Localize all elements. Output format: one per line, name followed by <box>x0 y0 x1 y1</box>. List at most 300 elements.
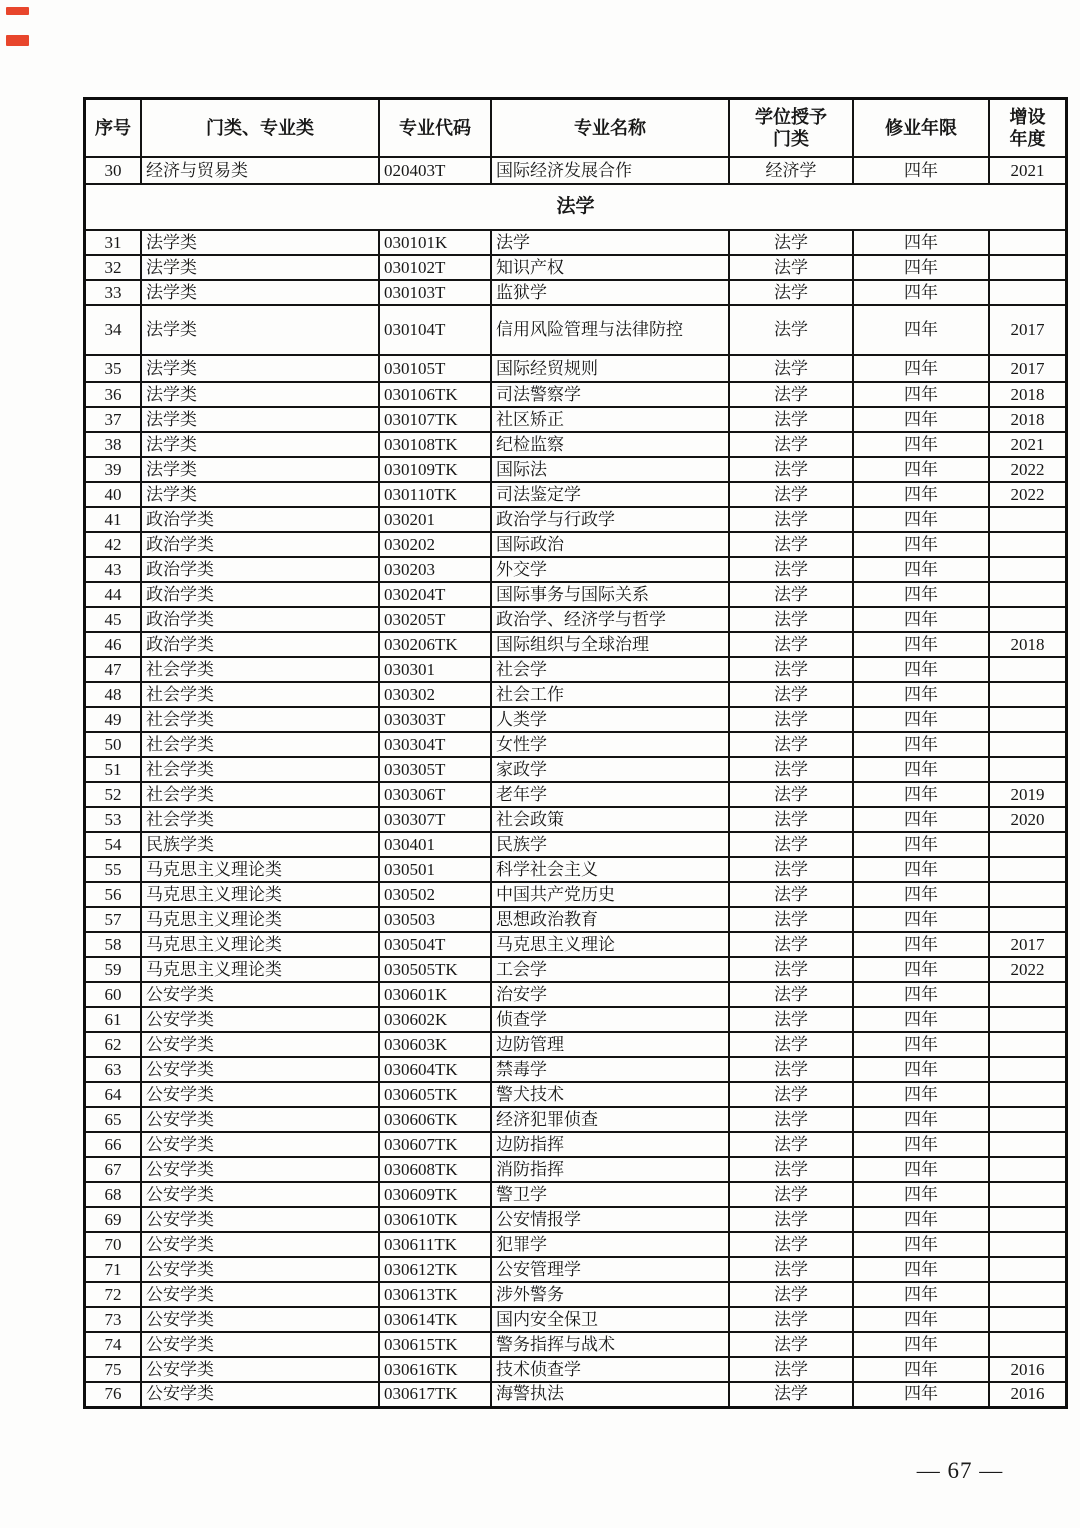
table-cell: 公安学类 <box>141 1032 379 1057</box>
table-row <box>85 1157 1067 1182</box>
section-title: 法学 <box>85 184 1067 230</box>
table-cell: 31 <box>85 230 142 255</box>
table-cell: 四年 <box>853 957 989 982</box>
table-cell: 030101K <box>379 230 491 255</box>
table-cell <box>989 1007 1067 1032</box>
table-cell: 公安学类 <box>141 1082 379 1107</box>
table-cell: 人类学 <box>491 707 729 732</box>
table-cell: 警卫学 <box>491 1182 729 1207</box>
table-cell: 四年 <box>853 682 989 707</box>
table-cell: 公安学类 <box>141 1257 379 1282</box>
table-cell: 四年 <box>853 932 989 957</box>
table-cell: 公安学类 <box>141 1057 379 1082</box>
table-cell: 经济与贸易类 <box>141 157 379 184</box>
table-cell <box>989 1332 1067 1357</box>
table-cell: 030301 <box>379 657 491 682</box>
table-cell: 海警执法 <box>491 1382 729 1407</box>
section-header-row <box>85 184 1067 230</box>
table-cell <box>989 832 1067 857</box>
table-cell: 政治学类 <box>141 557 379 582</box>
table-cell: 法学类 <box>141 355 379 382</box>
table-cell: 030605TK <box>379 1082 491 1107</box>
table-cell <box>989 907 1067 932</box>
table-cell: 国内安全保卫 <box>491 1307 729 1332</box>
table-cell: 法学 <box>729 532 853 557</box>
table-cell: 国际组织与全球治理 <box>491 632 729 657</box>
table-row <box>85 1382 1067 1407</box>
table-cell: 33 <box>85 280 142 305</box>
table-row <box>85 882 1067 907</box>
majors-table <box>83 97 1068 1409</box>
table-cell: 法学类 <box>141 305 379 355</box>
table-cell: 四年 <box>853 255 989 280</box>
table-cell: 法学 <box>491 230 729 255</box>
table-cell: 治安学 <box>491 982 729 1007</box>
table-cell: 45 <box>85 607 142 632</box>
table-row <box>85 682 1067 707</box>
table-cell: 50 <box>85 732 142 757</box>
table-cell: 公安学类 <box>141 1382 379 1407</box>
table-cell: 公安学类 <box>141 982 379 1007</box>
table-cell: 2016 <box>989 1357 1067 1382</box>
table-cell: 58 <box>85 932 142 957</box>
table-cell: 知识产权 <box>491 255 729 280</box>
table-cell: 74 <box>85 1332 142 1357</box>
table-cell: 法学 <box>729 1232 853 1257</box>
table-cell: 030617TK <box>379 1382 491 1407</box>
table-cell: 法学 <box>729 1107 853 1132</box>
table-row <box>85 907 1067 932</box>
table-cell: 民族学类 <box>141 832 379 857</box>
table-cell <box>989 607 1067 632</box>
table-cell: 四年 <box>853 657 989 682</box>
table-cell: 56 <box>85 882 142 907</box>
table-cell: 法学 <box>729 305 853 355</box>
table-row <box>85 807 1067 832</box>
table-cell: 四年 <box>853 230 989 255</box>
table-cell: 法学 <box>729 355 853 382</box>
table-cell: 2022 <box>989 457 1067 482</box>
table-row <box>85 407 1067 432</box>
table-cell: 四年 <box>853 1057 989 1082</box>
table-cell: 公安学类 <box>141 1107 379 1132</box>
table-cell: 政治学类 <box>141 507 379 532</box>
table-row <box>85 1332 1067 1357</box>
table-cell: 政治学与行政学 <box>491 507 729 532</box>
table-cell: 公安学类 <box>141 1357 379 1382</box>
table-cell: 法学 <box>729 857 853 882</box>
table-cell: 警犬技术 <box>491 1082 729 1107</box>
table-row <box>85 782 1067 807</box>
table-row <box>85 482 1067 507</box>
table-row <box>85 1182 1067 1207</box>
table-row <box>85 457 1067 482</box>
table-cell: 030611TK <box>379 1232 491 1257</box>
table-cell: 030602K <box>379 1007 491 1032</box>
table-cell: 34 <box>85 305 142 355</box>
table-cell: 四年 <box>853 1032 989 1057</box>
table-cell: 社会学 <box>491 657 729 682</box>
table-cell: 030604TK <box>379 1057 491 1082</box>
table-cell: 马克思主义理论类 <box>141 857 379 882</box>
table-cell: 44 <box>85 582 142 607</box>
table-cell: 四年 <box>853 882 989 907</box>
page-number: — 67 — <box>916 1458 1004 1483</box>
table-cell: 37 <box>85 407 142 432</box>
table-cell: 马克思主义理论类 <box>141 882 379 907</box>
table-cell: 四年 <box>853 1182 989 1207</box>
table-cell: 四年 <box>853 1307 989 1332</box>
table-row <box>85 582 1067 607</box>
table-cell: 社会学类 <box>141 682 379 707</box>
table-cell: 法学 <box>729 1332 853 1357</box>
table-cell: 30 <box>85 157 142 184</box>
table-cell: 思想政治教育 <box>491 907 729 932</box>
table-cell: 65 <box>85 1107 142 1132</box>
table-cell: 经济犯罪侦查 <box>491 1107 729 1132</box>
column-header: 学位授予 门类 <box>729 99 853 158</box>
table-row <box>85 1257 1067 1282</box>
table-cell: 公安学类 <box>141 1007 379 1032</box>
table-cell: 社会学类 <box>141 732 379 757</box>
table-row <box>85 557 1067 582</box>
table-row <box>85 432 1067 457</box>
table-cell: 社会工作 <box>491 682 729 707</box>
table-cell: 030104T <box>379 305 491 355</box>
table-cell: 66 <box>85 1132 142 1157</box>
table-cell: 030206TK <box>379 632 491 657</box>
table-cell: 涉外警务 <box>491 1282 729 1307</box>
table-cell: 030610TK <box>379 1207 491 1232</box>
table-cell: 57 <box>85 907 142 932</box>
table-cell: 69 <box>85 1207 142 1232</box>
table-cell: 2021 <box>989 432 1067 457</box>
table-cell: 四年 <box>853 1282 989 1307</box>
table-cell: 49 <box>85 707 142 732</box>
majors-table-head-row <box>85 99 1067 158</box>
table-cell: 030204T <box>379 582 491 607</box>
table-cell: 54 <box>85 832 142 857</box>
table-cell: 030505TK <box>379 957 491 982</box>
table-cell: 司法鉴定学 <box>491 482 729 507</box>
table-row <box>85 932 1067 957</box>
table-cell <box>989 557 1067 582</box>
table-cell: 43 <box>85 557 142 582</box>
table-cell <box>989 230 1067 255</box>
table-cell: 公安学类 <box>141 1182 379 1207</box>
table-cell: 政治学类 <box>141 582 379 607</box>
table-row <box>85 1082 1067 1107</box>
column-header: 专业代码 <box>379 99 491 158</box>
table-cell: 四年 <box>853 1232 989 1257</box>
table-cell: 030110TK <box>379 482 491 507</box>
table-cell: 63 <box>85 1057 142 1082</box>
table-cell: 四年 <box>853 782 989 807</box>
table-cell: 政治学类 <box>141 532 379 557</box>
table-cell <box>989 732 1067 757</box>
table-cell: 四年 <box>853 557 989 582</box>
table-cell: 四年 <box>853 1382 989 1407</box>
table-cell: 法学 <box>729 582 853 607</box>
table-cell: 社会学类 <box>141 707 379 732</box>
table-cell: 法学 <box>729 1157 853 1182</box>
table-cell: 75 <box>85 1357 142 1382</box>
table-cell: 48 <box>85 682 142 707</box>
table-cell <box>989 1057 1067 1082</box>
table-cell: 59 <box>85 957 142 982</box>
table-cell <box>989 1157 1067 1182</box>
table-cell: 侦查学 <box>491 1007 729 1032</box>
table-cell: 030202 <box>379 532 491 557</box>
table-cell: 四年 <box>853 982 989 1007</box>
table-cell: 四年 <box>853 1132 989 1157</box>
table-cell: 55 <box>85 857 142 882</box>
table-cell: 法学 <box>729 1357 853 1382</box>
table-cell: 民族学 <box>491 832 729 857</box>
table-cell: 030305T <box>379 757 491 782</box>
table-cell <box>989 1257 1067 1282</box>
table-cell: 030105T <box>379 355 491 382</box>
table-cell: 70 <box>85 1232 142 1257</box>
table-cell: 法学 <box>729 230 853 255</box>
table-cell: 四年 <box>853 1082 989 1107</box>
table-cell: 社会学类 <box>141 807 379 832</box>
table-cell: 法学 <box>729 1282 853 1307</box>
table-cell <box>989 1032 1067 1057</box>
table-cell: 030103T <box>379 280 491 305</box>
table-cell: 四年 <box>853 1207 989 1232</box>
table-cell: 53 <box>85 807 142 832</box>
table-cell <box>989 1082 1067 1107</box>
table-cell: 030607TK <box>379 1132 491 1157</box>
table-row <box>85 157 1067 184</box>
table-cell: 四年 <box>853 1332 989 1357</box>
table-cell: 030615TK <box>379 1332 491 1357</box>
table-cell: 030609TK <box>379 1182 491 1207</box>
table-cell: 32 <box>85 255 142 280</box>
table-cell: 法学 <box>729 907 853 932</box>
red-dash-marker <box>6 35 29 46</box>
table-cell: 030608TK <box>379 1157 491 1182</box>
table-cell: 司法警察学 <box>491 382 729 407</box>
table-cell <box>989 1132 1067 1157</box>
table-cell: 马克思主义理论 <box>491 932 729 957</box>
table-cell: 四年 <box>853 457 989 482</box>
table-cell: 法学 <box>729 732 853 757</box>
table-cell: 71 <box>85 1257 142 1282</box>
table-cell <box>989 507 1067 532</box>
table-cell: 四年 <box>853 907 989 932</box>
table-cell <box>989 280 1067 305</box>
table-cell: 社区矫正 <box>491 407 729 432</box>
table-cell: 030307T <box>379 807 491 832</box>
table-row <box>85 1307 1067 1332</box>
table-cell: 公安情报学 <box>491 1207 729 1232</box>
table-cell: 法学 <box>729 782 853 807</box>
table-cell: 法学 <box>729 382 853 407</box>
table-cell: 四年 <box>853 807 989 832</box>
table-cell: 2016 <box>989 1382 1067 1407</box>
table-cell: 四年 <box>853 607 989 632</box>
table-cell: 法学 <box>729 957 853 982</box>
table-cell: 030614TK <box>379 1307 491 1332</box>
table-cell: 法学类 <box>141 457 379 482</box>
table-cell <box>989 857 1067 882</box>
table-cell: 社会学类 <box>141 757 379 782</box>
table-cell: 禁毒学 <box>491 1057 729 1082</box>
table-cell: 法学 <box>729 682 853 707</box>
table-cell <box>989 757 1067 782</box>
table-cell: 技术侦查学 <box>491 1357 729 1382</box>
table-cell: 政治学类 <box>141 632 379 657</box>
table-cell: 2017 <box>989 932 1067 957</box>
table-cell: 四年 <box>853 305 989 355</box>
table-cell: 法学 <box>729 932 853 957</box>
table-cell: 030203 <box>379 557 491 582</box>
table-cell: 公安学类 <box>141 1157 379 1182</box>
table-cell: 76 <box>85 1382 142 1407</box>
table-cell: 公安学类 <box>141 1282 379 1307</box>
table-cell: 法学 <box>729 1382 853 1407</box>
table-cell <box>989 582 1067 607</box>
table-cell: 警务指挥与战术 <box>491 1332 729 1357</box>
table-cell: 四年 <box>853 157 989 184</box>
table-cell: 社会学类 <box>141 782 379 807</box>
table-cell: 四年 <box>853 1107 989 1132</box>
table-cell <box>989 1282 1067 1307</box>
table-row <box>85 1207 1067 1232</box>
table-cell: 法学 <box>729 1082 853 1107</box>
table-cell: 马克思主义理论类 <box>141 957 379 982</box>
table-cell: 40 <box>85 482 142 507</box>
table-cell: 51 <box>85 757 142 782</box>
table-cell: 外交学 <box>491 557 729 582</box>
table-cell: 法学 <box>729 457 853 482</box>
table-cell: 四年 <box>853 832 989 857</box>
table-cell: 法学 <box>729 982 853 1007</box>
table-cell: 法学 <box>729 507 853 532</box>
table-cell: 公安学类 <box>141 1232 379 1257</box>
table-cell: 老年学 <box>491 782 729 807</box>
table-row <box>85 507 1067 532</box>
table-cell: 030606TK <box>379 1107 491 1132</box>
table-cell: 四年 <box>853 532 989 557</box>
table-cell <box>989 532 1067 557</box>
table-cell: 2017 <box>989 305 1067 355</box>
table-cell: 67 <box>85 1157 142 1182</box>
table-cell: 73 <box>85 1307 142 1332</box>
table-cell: 社会学类 <box>141 657 379 682</box>
table-cell: 2018 <box>989 382 1067 407</box>
table-cell <box>989 1307 1067 1332</box>
table-cell: 消防指挥 <box>491 1157 729 1182</box>
table-cell: 四年 <box>853 355 989 382</box>
table-cell: 边防管理 <box>491 1032 729 1057</box>
table-cell: 马克思主义理论类 <box>141 907 379 932</box>
table-cell: 030302 <box>379 682 491 707</box>
table-cell <box>989 1207 1067 1232</box>
table-cell: 41 <box>85 507 142 532</box>
table-cell: 030102T <box>379 255 491 280</box>
table-row <box>85 305 1067 355</box>
table-cell <box>989 657 1067 682</box>
table-row <box>85 1032 1067 1057</box>
table-cell: 2018 <box>989 632 1067 657</box>
table-cell: 030502 <box>379 882 491 907</box>
table-cell: 公安管理学 <box>491 1257 729 1282</box>
table-row <box>85 632 1067 657</box>
table-cell: 四年 <box>853 707 989 732</box>
table-cell: 法学 <box>729 1032 853 1057</box>
table-cell: 030109TK <box>379 457 491 482</box>
table-cell: 法学类 <box>141 280 379 305</box>
table-row <box>85 255 1067 280</box>
table-row <box>85 1057 1067 1082</box>
table-cell: 四年 <box>853 432 989 457</box>
table-cell: 四年 <box>853 632 989 657</box>
table-row <box>85 1132 1067 1157</box>
table-cell: 法学 <box>729 255 853 280</box>
table-cell: 四年 <box>853 507 989 532</box>
table-cell: 61 <box>85 1007 142 1032</box>
table-cell: 030503 <box>379 907 491 932</box>
table-row <box>85 532 1067 557</box>
table-cell: 法学 <box>729 1307 853 1332</box>
column-header: 增设 年度 <box>989 99 1067 158</box>
table-cell: 信用风险管理与法律防控 <box>491 305 729 355</box>
table-cell: 2022 <box>989 482 1067 507</box>
table-row <box>85 1357 1067 1382</box>
table-cell: 法学 <box>729 1207 853 1232</box>
table-cell: 法学 <box>729 707 853 732</box>
table-cell: 46 <box>85 632 142 657</box>
table-cell: 法学 <box>729 657 853 682</box>
table-cell: 四年 <box>853 482 989 507</box>
table-cell: 2020 <box>989 807 1067 832</box>
table-cell: 法学 <box>729 407 853 432</box>
table-cell <box>989 707 1067 732</box>
table-cell: 国际法 <box>491 457 729 482</box>
table-cell <box>989 1232 1067 1257</box>
table-row <box>85 957 1067 982</box>
table-cell: 2022 <box>989 957 1067 982</box>
table-cell: 家政学 <box>491 757 729 782</box>
table-cell: 030616TK <box>379 1357 491 1382</box>
table-cell: 马克思主义理论类 <box>141 932 379 957</box>
table-cell: 四年 <box>853 582 989 607</box>
column-header: 修业年限 <box>853 99 989 158</box>
table-row <box>85 757 1067 782</box>
table-cell: 030603K <box>379 1032 491 1057</box>
table-cell: 法学 <box>729 757 853 782</box>
table-cell: 公安学类 <box>141 1307 379 1332</box>
table-cell: 法学 <box>729 1132 853 1157</box>
table-cell: 法学类 <box>141 482 379 507</box>
table-row <box>85 707 1067 732</box>
table-cell: 030504T <box>379 932 491 957</box>
table-cell: 工会学 <box>491 957 729 982</box>
column-header: 专业名称 <box>491 99 729 158</box>
table-cell: 法学 <box>729 557 853 582</box>
table-cell: 女性学 <box>491 732 729 757</box>
table-row <box>85 1107 1067 1132</box>
table-cell: 38 <box>85 432 142 457</box>
table-cell: 法学 <box>729 882 853 907</box>
table-cell: 法学 <box>729 807 853 832</box>
table-cell: 030401 <box>379 832 491 857</box>
table-row <box>85 355 1067 382</box>
table-row <box>85 1007 1067 1032</box>
